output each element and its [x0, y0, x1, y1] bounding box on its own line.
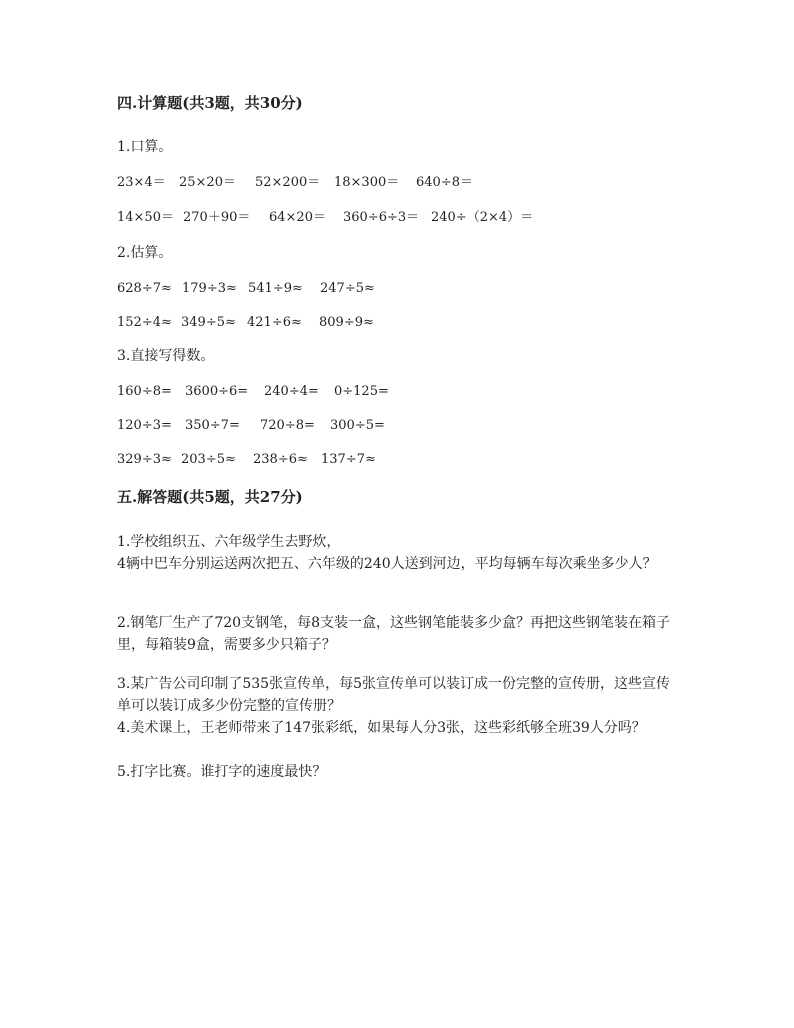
problem-4-text: 4.美术课上，王老师带来了147张彩纸，如果每人分3张，这些彩纸够全班39人分吗？: [117, 720, 646, 736]
q3-row-1: [117, 385, 389, 398]
q2-row-2: [117, 316, 374, 329]
problem-1-text: 4辆中巴车分别运送两次把五、六年级的240人送到河边，平均每辆车每次乘坐多少人？: [117, 556, 657, 572]
q3-item: 350÷7=: [185, 418, 240, 433]
q3-item: 137÷7≈: [321, 452, 376, 467]
q3-item: 240÷4=: [264, 384, 319, 399]
q2-label: 2.估算。: [117, 245, 173, 261]
q1-item: 18×300＝: [334, 175, 400, 190]
q2-item: 541÷9≈: [248, 281, 303, 296]
q3-item: 720÷8=: [260, 418, 315, 433]
q2-item: 247÷5≈: [320, 281, 375, 296]
q3-item: 329÷3≈: [117, 452, 172, 467]
q1-item: 270＋90＝: [183, 210, 251, 225]
q3-label: 3.直接写得数。: [117, 348, 215, 364]
q1-item: 23×4＝: [117, 175, 166, 190]
problem-1-intro: 1.学校组织五、六年级学生去野炊，: [117, 534, 341, 550]
q2-item: 809÷9≈: [319, 315, 374, 330]
q2-item: 349÷5≈: [181, 315, 236, 330]
section-4-title: 四.计算题(共3题，共30分): [117, 94, 303, 112]
q3-item: 0÷125=: [334, 384, 389, 399]
q2-item: 421÷6≈: [247, 315, 302, 330]
q1-row-2: [117, 211, 533, 224]
problem-2-text: 2.钢笔厂生产了720支钢笔，每8支装一盒，这些钢笔能装多少盒？再把这些钢笔装在箱子里，每箱装9盒，需要多少只箱子？: [117, 615, 670, 653]
section-5-title: 五.解答题(共5题，共27分): [117, 488, 303, 506]
q1-item: 360÷6÷3＝: [343, 210, 420, 225]
q2-item: 628÷7≈: [117, 281, 172, 296]
q3-item: 203÷5≈: [181, 452, 236, 467]
q1-item: 52×200＝: [255, 175, 321, 190]
q3-item: 3600÷6=: [185, 384, 249, 399]
q3-row-3: [117, 453, 376, 466]
q1-item: 25×20＝: [179, 175, 236, 190]
problem-3-text: 3.某广告公司印制了535张宣传单，每5张宣传单可以装订成一份完整的宣传册，这些宣传单可以装订成多少份完整的宣传册？: [117, 676, 670, 714]
q3-item: 160÷8=: [117, 384, 172, 399]
q3-item: 238÷6≈: [253, 452, 308, 467]
q1-item: 240÷（2×4）＝: [431, 210, 534, 225]
q3-row-2: [117, 419, 385, 432]
q2-item: 152÷4≈: [117, 315, 172, 330]
q3-item: 120÷3=: [117, 418, 172, 433]
q1-item: 64×20＝: [269, 210, 326, 225]
q1-row-1: [117, 176, 473, 189]
q1-label: 1.口算。: [117, 139, 173, 155]
problem-5-text: 5.打字比赛。谁打字的速度最快？: [117, 764, 327, 780]
q3-item: 300÷5=: [330, 418, 385, 433]
q1-item: 640÷8＝: [416, 175, 473, 190]
q2-item: 179÷3≈: [182, 281, 237, 296]
q2-row-1: [117, 282, 375, 295]
q1-item: 14×50＝: [117, 210, 174, 225]
